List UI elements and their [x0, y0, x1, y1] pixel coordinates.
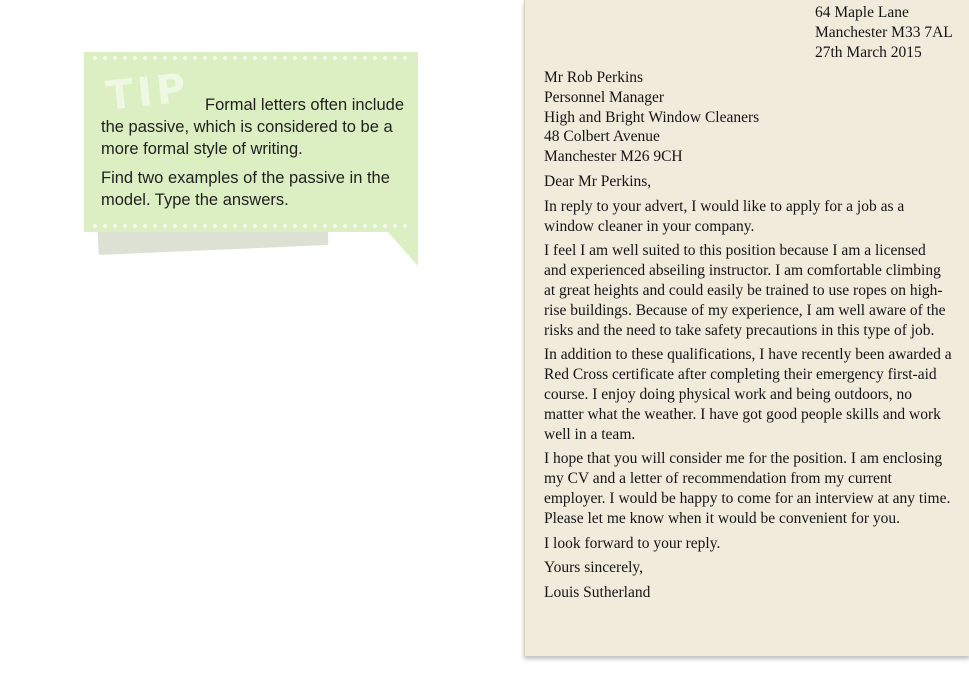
model-letter	[524, 0, 969, 656]
tip-panel	[84, 52, 418, 232]
recipient-company: High and Bright Window Cleaners	[544, 108, 760, 126]
tip-perforation-top	[90, 56, 412, 60]
tip-perforation-bottom	[90, 224, 412, 228]
letter-date: 27th March 2015	[815, 43, 922, 61]
letter-signature: Louis Sutherland	[544, 584, 651, 602]
sender-city: Manchester M33 7AL	[815, 23, 953, 41]
letter-closing: Yours sincerely,	[544, 559, 644, 577]
tip-box	[84, 52, 418, 267]
tip-label: TIP	[104, 65, 192, 120]
tip-paragraph-1-rest: the passive, which is considered to be a more formal style of writing.	[101, 118, 393, 158]
letter-paragraph-1: In reply to your advert, I would like to apply for a job as a window cleaner in your company.	[544, 197, 905, 235]
tip-paragraph-2: Find two examples of the passive in the model. Type the answers.	[101, 169, 390, 209]
tip-text	[101, 94, 413, 218]
salutation: Dear Mr Perkins,	[544, 173, 652, 190]
tip-paragraph-1	[101, 94, 413, 160]
recipient-city: Manchester M26 9CH	[544, 148, 683, 166]
tip-paragraph-1-lead: Formal letters often include	[205, 96, 405, 114]
letter-paragraph-4: I hope that you will consider me for the position. I am enclosing my CV and a letter of recommendation from my current employer. I would be happy to come for an interview at any time. Please let me know when it would be convenient for you.	[544, 450, 951, 527]
letter-paragraph-5: I look forward to your reply.	[544, 534, 721, 552]
letter-paragraph-2: I feel I am well suited to this position because I am a licensed and experienced abseiling instructor. I am comfortable climbing at great heights and could easily be trained to use ropes on high-rise buildings. Because of my experience, I am well aware of the risks and the need to take safety precautions in this type of job.	[544, 242, 946, 339]
recipient-title: Personnel Manager	[544, 88, 665, 106]
recipient-address	[544, 68, 944, 167]
sender-address	[815, 3, 965, 62]
letter-body	[544, 172, 952, 608]
sender-street: 64 Maple Lane	[815, 4, 909, 21]
recipient-name: Mr Rob Perkins	[544, 69, 644, 86]
recipient-street: 48 Colbert Avenue	[544, 128, 660, 146]
letter-paragraph-3: In addition to these qualifications, I have recently been awarded a Red Cross certificate after completing their emergency first-aid course. I enjoy doing physical work and being outdoors, no matter what the weather. I have got good people skills and work well in a team.	[544, 346, 952, 443]
